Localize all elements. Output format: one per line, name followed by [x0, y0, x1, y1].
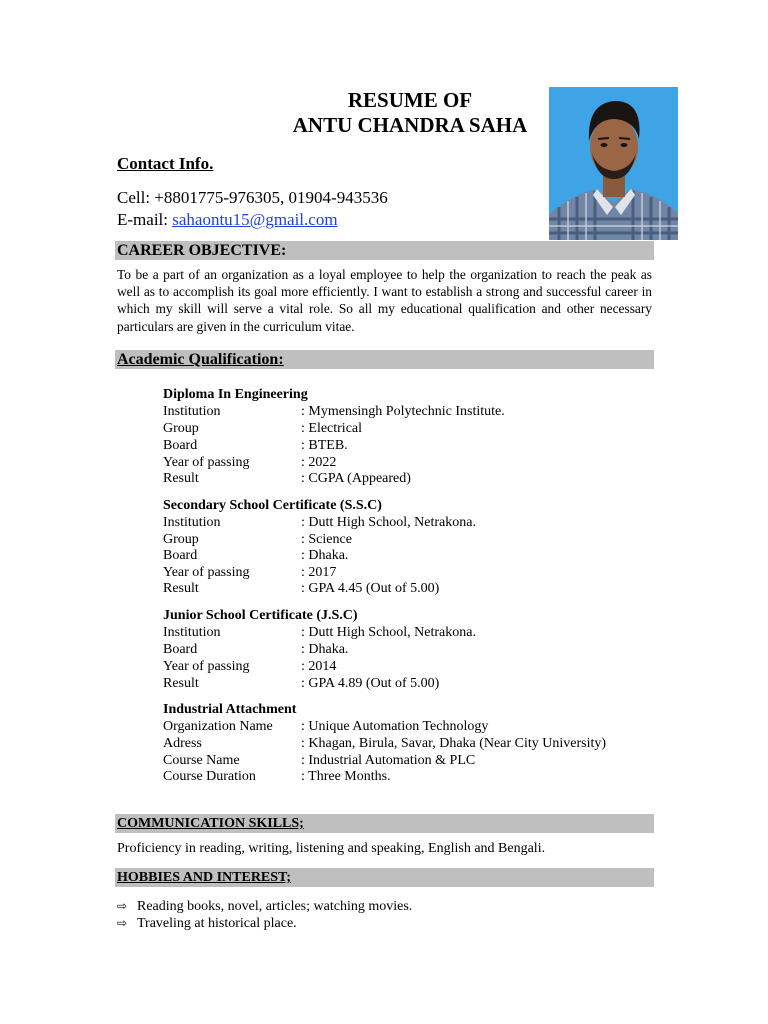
contact-cell: Cell: +8801775-976305, 01904-943536: [117, 188, 388, 207]
diploma-row: [163, 470, 663, 487]
academic-heading: [115, 350, 654, 369]
row-label: Institution: [163, 625, 221, 640]
hobby-text: Traveling at historical place.: [137, 916, 297, 931]
communication-heading-text: COMMUNICATION SKILLS;: [117, 816, 304, 831]
ssc-row: [163, 514, 663, 531]
ssc-row: [163, 531, 663, 548]
ssc-row: [163, 547, 663, 564]
row-value: : Science: [301, 532, 352, 547]
jsc-row: [163, 641, 663, 658]
row-label: Course Name: [163, 753, 240, 768]
resume-title: RESUME OF: [347, 88, 473, 112]
ssc-title: Secondary School Certificate (S.S.C): [163, 498, 382, 513]
row-value: : GPA 4.89 (Out of 5.00): [301, 676, 440, 691]
row-value: : BTEB.: [301, 438, 348, 453]
row-label: Result: [163, 676, 199, 691]
attachment-row: [163, 752, 663, 769]
jsc-row: [163, 675, 663, 692]
row-value: : Dutt High School, Netrakona.: [301, 515, 476, 530]
industrial-attachment-title: Industrial Attachment: [163, 702, 297, 717]
attachment-row: [163, 735, 663, 752]
row-label: Group: [163, 532, 199, 547]
row-value: : Electrical: [301, 421, 363, 436]
row-value: : Khagan, Birula, Savar, Dhaka (Near City University): [301, 736, 607, 751]
row-label: Result: [163, 471, 199, 486]
row-label: Year of passing: [163, 455, 250, 470]
attachment-row: [163, 718, 663, 735]
career-objective-heading-text: CAREER OBJECTIVE:: [117, 242, 287, 259]
row-label: Institution: [163, 515, 221, 530]
diploma-row: [163, 437, 663, 454]
contact-email-line: [117, 209, 338, 231]
jsc-row: [163, 624, 663, 641]
row-value: : GPA 4.45 (Out of 5.00): [301, 581, 440, 596]
diploma-title: Diploma In Engineering: [163, 387, 308, 402]
academic-heading-text: Academic Qualification:: [117, 351, 284, 368]
row-value: : Industrial Automation & PLC: [301, 753, 476, 768]
row-label: Group: [163, 421, 199, 436]
row-label: Result: [163, 581, 199, 596]
diploma-row: [163, 420, 663, 437]
row-label: Adress: [163, 736, 202, 751]
row-label: Course Duration: [163, 769, 256, 784]
row-value: : Mymensingh Polytechnic Institute.: [301, 404, 505, 419]
row-label: Board: [163, 642, 198, 657]
arrow-bullet-icon: ⇨: [117, 899, 128, 913]
career-objective-text: To be a part of an organization as a loyal employee to help the organization to reach the peak as well as to accomplish its goal more efficiently. I want to establish a strong and successful career in which my skill will serve a vital role. So all my educational qualification and other necessary particulars are given in the curriculum vitae.: [117, 267, 652, 334]
row-label: Organization Name: [163, 719, 273, 734]
row-value: : Dutt High School, Netrakona.: [301, 625, 476, 640]
row-value: : 2022: [301, 455, 337, 470]
row-label: Year of passing: [163, 565, 250, 580]
row-value: : Dhaka.: [301, 642, 349, 657]
row-label: Board: [163, 548, 198, 563]
row-value: : 2017: [301, 565, 337, 580]
row-label: Board: [163, 438, 198, 453]
profile-photo-illustration: [549, 87, 678, 240]
hobbies-heading: [115, 868, 654, 887]
hobby-item: [117, 898, 412, 915]
row-value: : Three Months.: [301, 769, 391, 784]
row-value: : 2014: [301, 659, 337, 674]
row-label: Year of passing: [163, 659, 250, 674]
attachment-row: [163, 768, 663, 785]
diploma-row: [163, 454, 663, 471]
row-value: : Unique Automation Technology: [301, 719, 489, 734]
hobby-text: Reading books, novel, articles; watching movies.: [137, 899, 413, 914]
row-value: : CGPA (Appeared): [301, 471, 411, 486]
ssc-row: [163, 564, 663, 581]
jsc-title: Junior School Certificate (J.S.C): [163, 608, 358, 623]
contact-heading: Contact Info.: [117, 154, 214, 173]
diploma-row: [163, 403, 663, 420]
hobbies-heading-text: HOBBIES AND INTEREST;: [117, 870, 292, 885]
communication-text: Proficiency in reading, writing, listening and speaking, English and Bengali.: [117, 841, 546, 856]
row-label: Institution: [163, 404, 221, 419]
email-link[interactable]: sahaontu15@gmail.com: [172, 210, 338, 229]
arrow-bullet-icon: ⇨: [117, 916, 128, 930]
email-label: E-mail:: [117, 210, 173, 229]
candidate-name: ANTU CHANDRA SAHA: [292, 113, 528, 137]
profile-photo: [549, 87, 678, 240]
jsc-row: [163, 658, 663, 675]
hobby-item: [117, 915, 297, 932]
ssc-row: [163, 580, 663, 597]
career-objective-heading: [115, 241, 654, 260]
row-value: : Dhaka.: [301, 548, 349, 563]
communication-heading: [115, 814, 654, 833]
